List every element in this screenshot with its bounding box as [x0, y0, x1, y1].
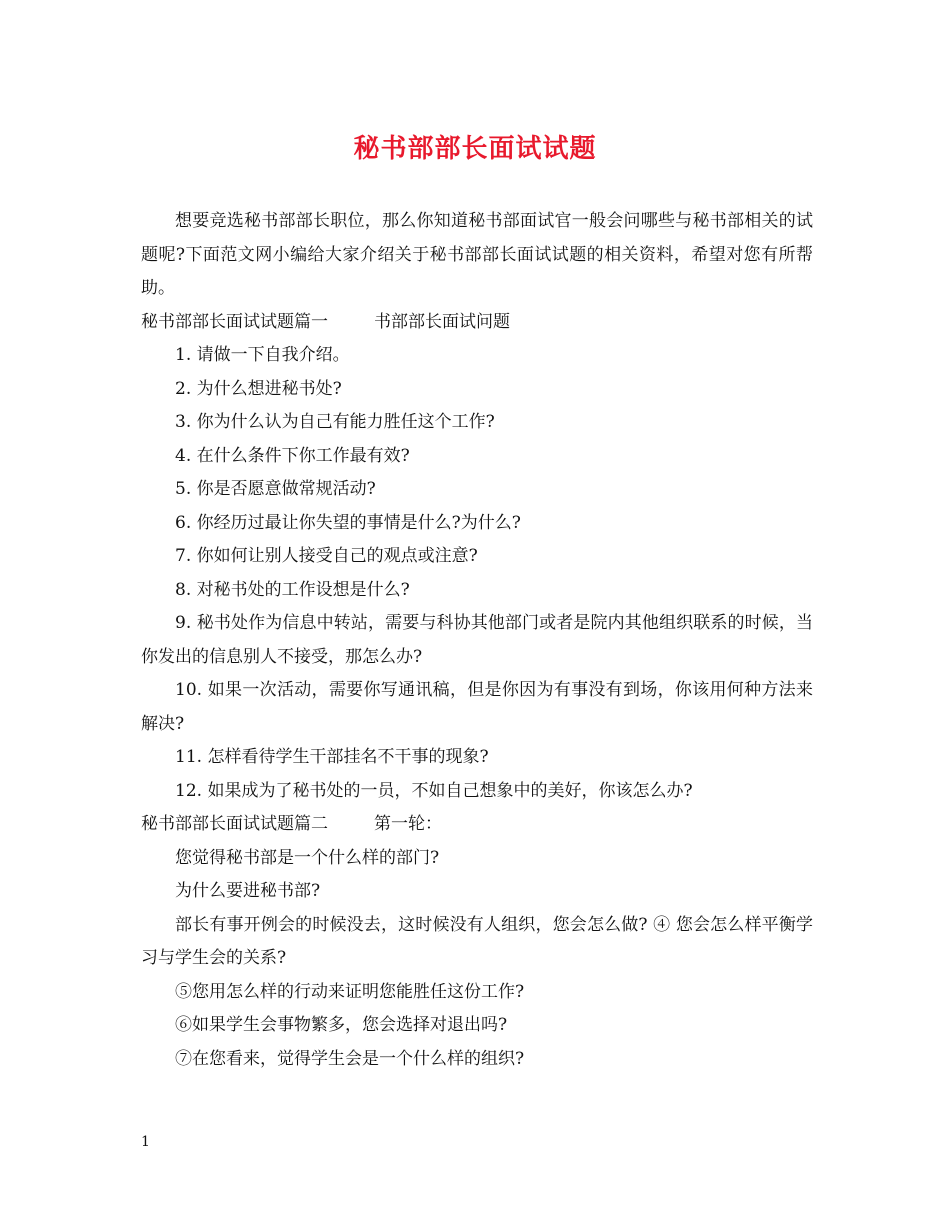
- round1-item: 您觉得秘书部是一个什么样的部门?: [175, 847, 440, 868]
- document-body: [141, 205, 813, 1076]
- section1-heading: 秘书部部长面试试题篇一: [141, 311, 328, 332]
- question-item: 8. 对秘书处的工作设想是什么?: [175, 579, 410, 600]
- question-item: 7. 你如何让别人接受自己的观点或注意?: [175, 546, 478, 566]
- question-item: 2. 为什么想进秘书处?: [175, 378, 342, 399]
- question-item: 10. 如果一次活动，需要你写通讯稿，但是你因为有事没有到场，你该用何种方法来解决?: [141, 680, 813, 734]
- question-item: 12. 如果成为了秘书处的一员，不如自己想象中的美好，你该怎么办?: [175, 780, 693, 801]
- question-item: 4. 在什么条件下你工作最有效?: [175, 445, 410, 466]
- question-item: 5. 你是否愿意做常规活动?: [175, 479, 376, 499]
- section2-subheading: 第一轮：: [374, 814, 442, 834]
- intro-paragraph: 想要竞选秘书部部长职位，那么你知道秘书部面试官一般会问哪些与秘书部相关的试题呢?下面范文网小编给大家介绍关于秘书部部长面试试题的相关资料，希望对您有所帮助。: [141, 211, 813, 298]
- page-number: 1: [141, 1134, 150, 1150]
- section1-header: [141, 306, 813, 340]
- round1-item: ⑥如果学生会事物繁多，您会选择对退出吗?: [175, 1015, 508, 1035]
- question-item: 9. 秘书处作为信息中转站，需要与科协其他部门或者是院内其他组织联系的时候，当你发出的信息别人不接受，那怎么办?: [141, 613, 813, 667]
- question-item: 3. 你为什么认为自己有能力胜任这个工作?: [175, 412, 495, 432]
- section2-header: [141, 808, 813, 842]
- round1-item: ⑦在您看来，觉得学生会是一个什么样的组织?: [175, 1048, 525, 1069]
- section1-subheading: 书部部长面试问题: [374, 311, 510, 332]
- question-item: 6. 你经历过最让你失望的事情是什么?为什么?: [175, 512, 521, 533]
- question-item: 11. 怎样看待学生干部挂名不干事的现象?: [175, 747, 489, 767]
- round1-item: ⑤您用怎么样的行动来证明您能胜任这份工作?: [175, 981, 525, 1002]
- section2-heading: 秘书部部长面试试题篇二: [141, 814, 328, 834]
- round1-item: 部长有事开例会的时候没去，这时候没有人组织，您会怎么做? ④ 您会怎么样平衡学习与学生会的关系?: [141, 914, 813, 968]
- question-item: 1. 请做一下自我介绍。: [175, 345, 350, 365]
- document-title: 秘书部部长面试试题: [353, 134, 597, 164]
- round1-item: 为什么要进秘书部?: [175, 881, 321, 901]
